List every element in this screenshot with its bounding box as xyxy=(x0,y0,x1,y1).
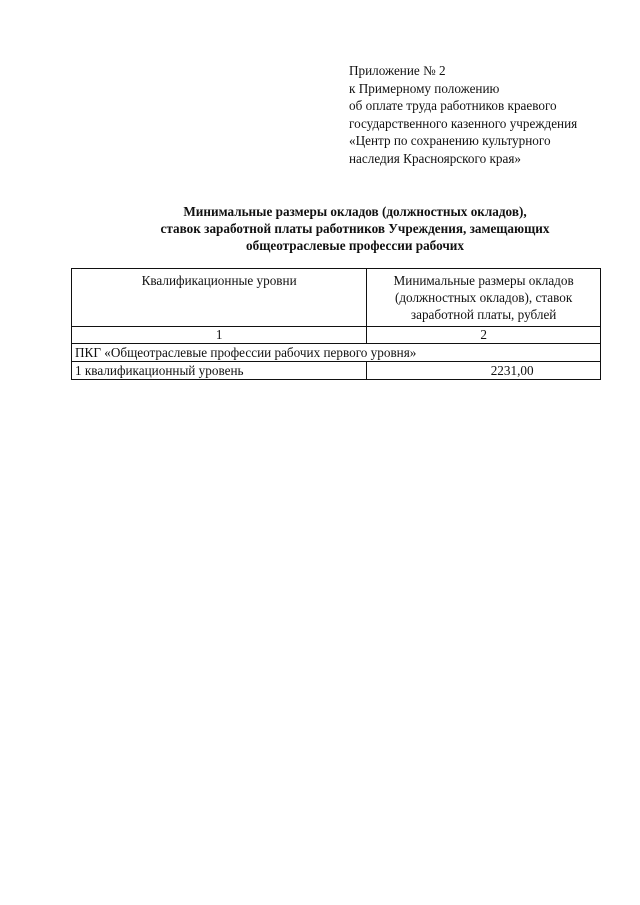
column-number-2: 2 xyxy=(367,327,601,344)
title-line: ставок заработной платы работников Учреждения, замещающих xyxy=(160,221,550,236)
table-header-row xyxy=(72,269,601,327)
salary-value-cell: 2231,00 xyxy=(367,362,601,380)
appendix-line: к Примерному положению xyxy=(349,80,500,96)
title-line: Минимальные размеры окладов (должностных окладов), xyxy=(183,204,527,219)
appendix-line: об оплате труда работников краевого xyxy=(349,98,557,113)
qualification-level-cell: 1 квалификационный уровень xyxy=(72,362,367,380)
header-qualification-levels: Квалификационные уровни xyxy=(72,269,367,327)
salary-table xyxy=(71,268,601,380)
professional-group-label: ПКГ «Общеотраслевые профессии рабочих первого уровня» xyxy=(72,344,601,362)
table-row xyxy=(72,362,601,380)
title-line: общеотраслевые профессии рабочих xyxy=(246,238,464,253)
appendix-line: государственного казенного учреждения xyxy=(349,115,578,131)
group-row xyxy=(72,344,601,362)
appendix-block xyxy=(349,62,634,167)
column-number-1: 1 xyxy=(72,327,367,344)
appendix-line: Приложение № 2 xyxy=(349,63,446,78)
column-number-row xyxy=(72,327,601,344)
appendix-line: наследия Красноярского края» xyxy=(349,150,521,166)
document-title xyxy=(70,203,640,254)
appendix-line: «Центр по сохранению культурного xyxy=(349,133,551,148)
header-minimum-salaries: Минимальные размеры окладов (должностных окладов), ставок заработной платы, рублей xyxy=(367,269,601,327)
